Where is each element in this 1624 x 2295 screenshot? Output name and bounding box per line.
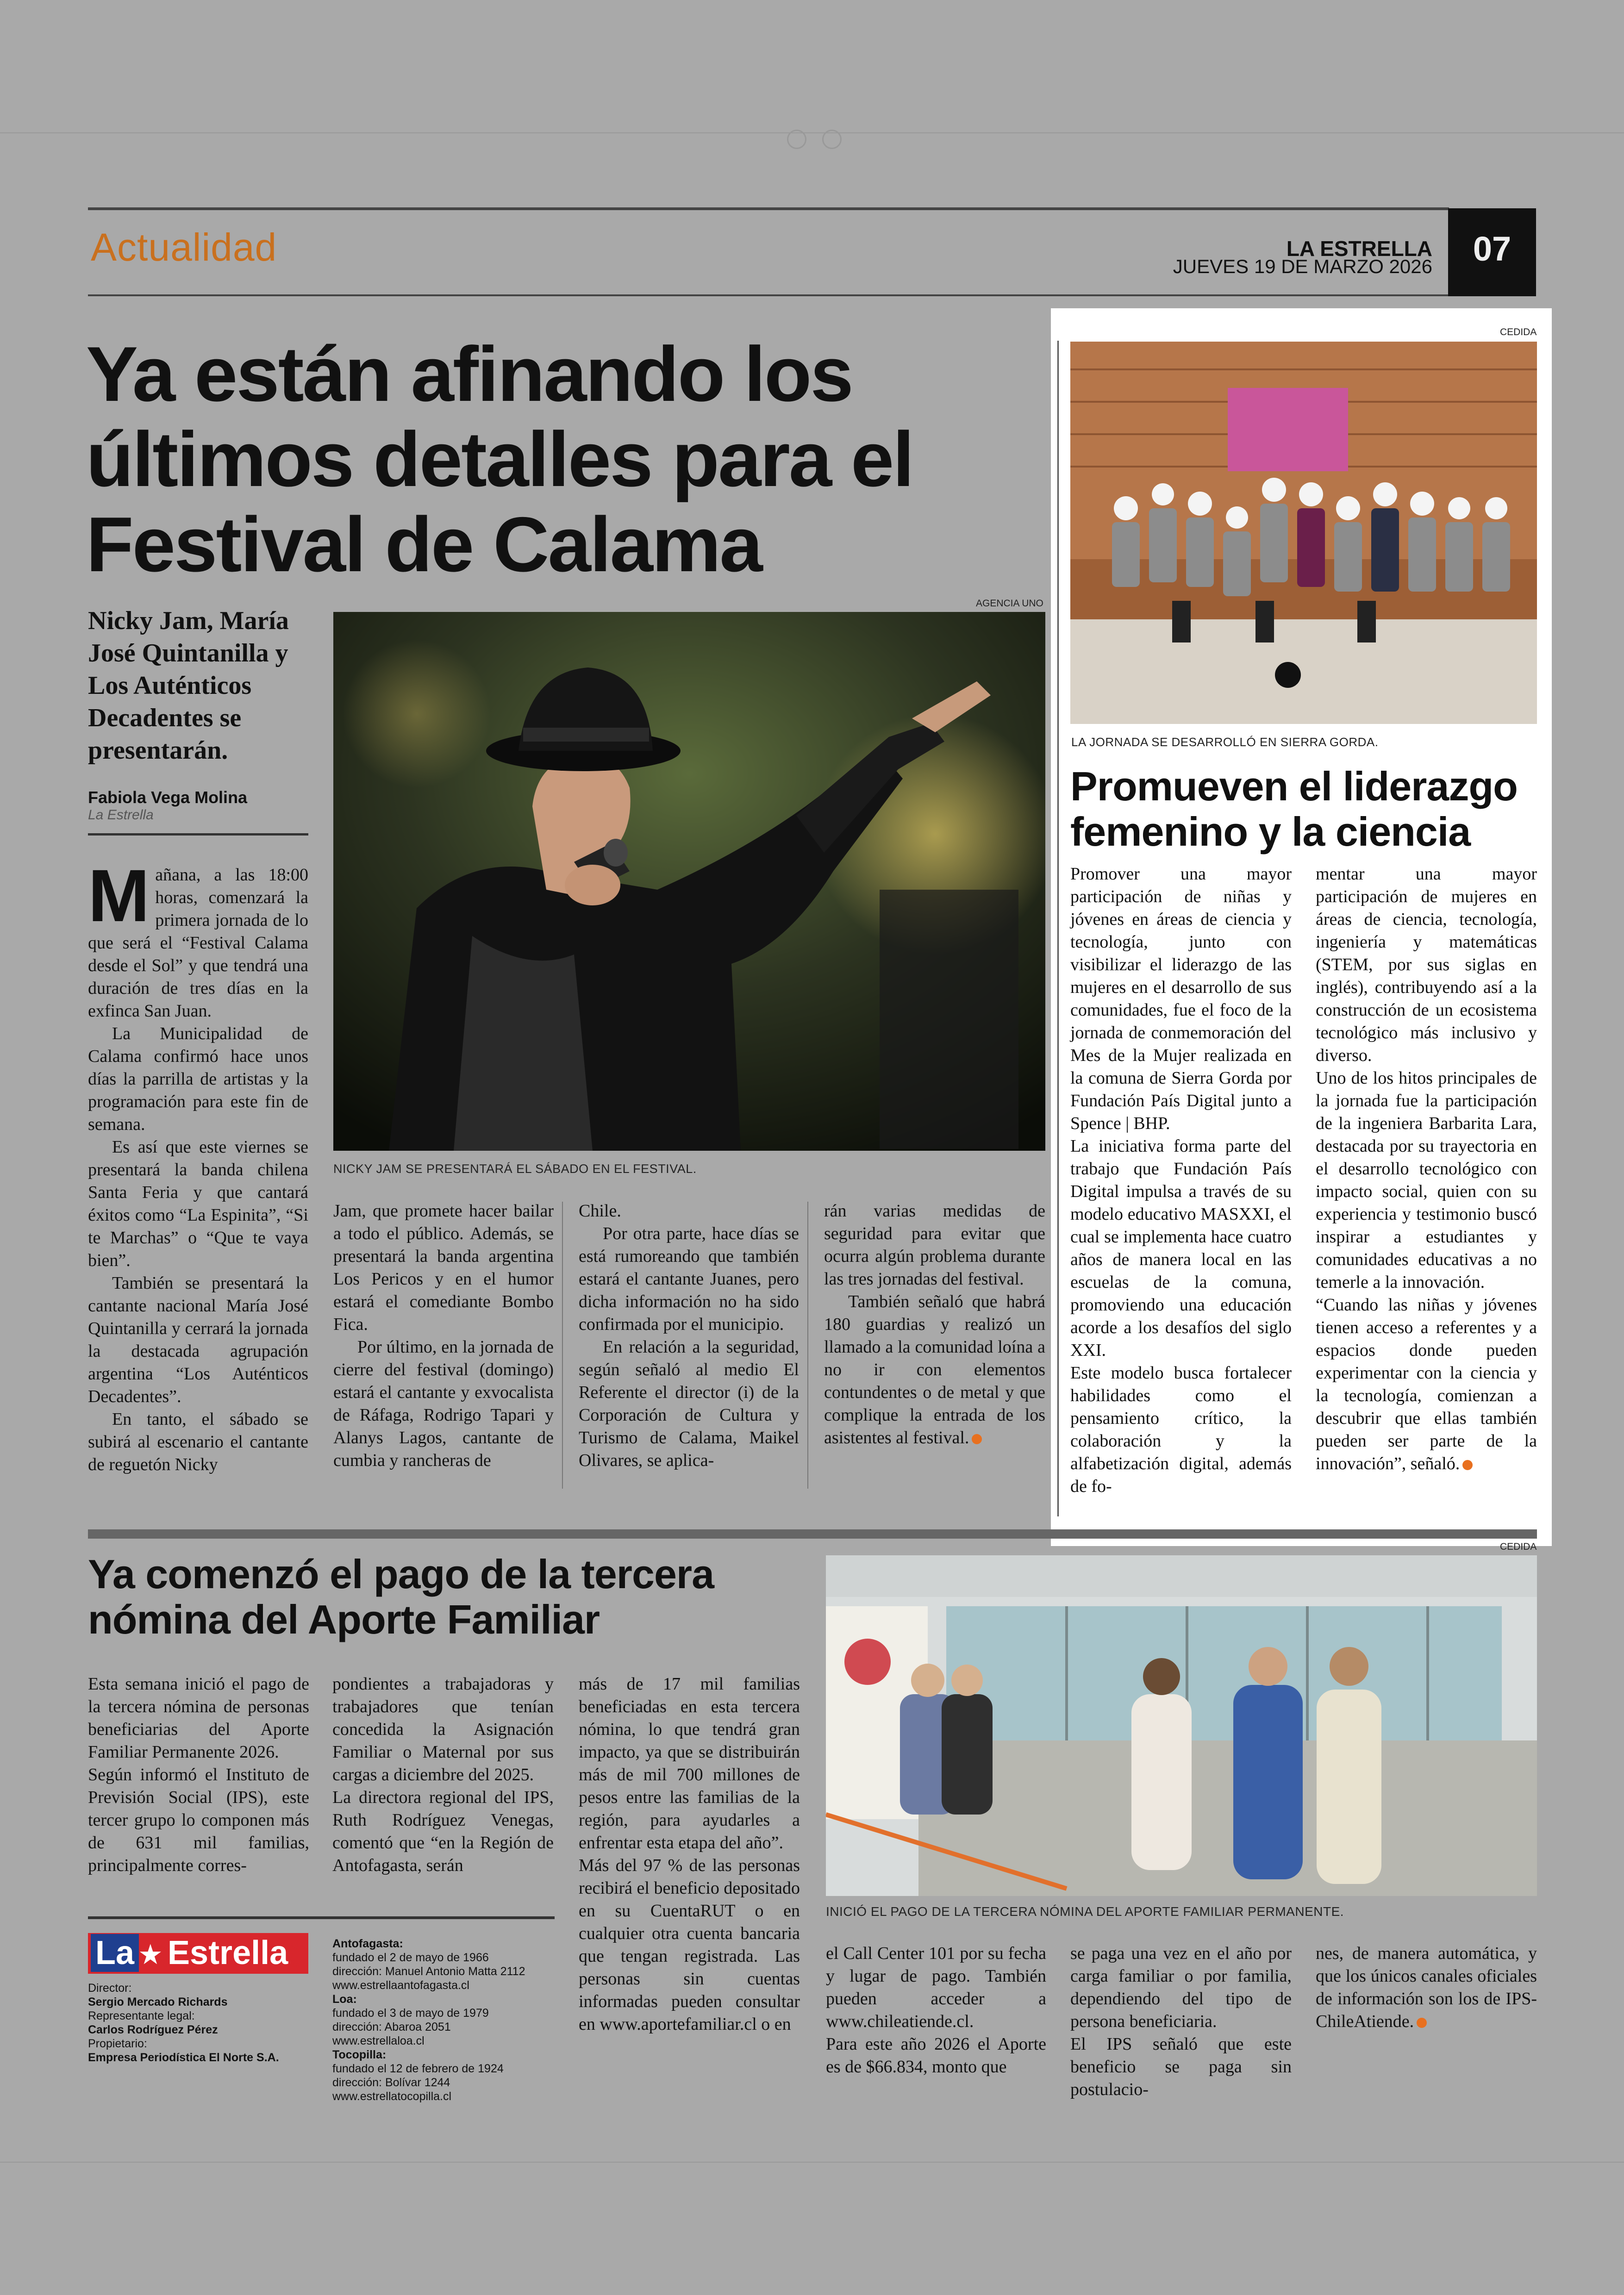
bottom-column-1 <box>88 1673 309 1877</box>
bottom-section-rule <box>88 1529 1537 1539</box>
bottom-column-5 <box>1070 1942 1292 2101</box>
sidebar-column-1 <box>1070 863 1292 1498</box>
bottom-headline <box>88 1552 714 1642</box>
ips-office-photo-art <box>826 1555 1537 1896</box>
main-col4-p1: rán varias medidas de seguridad para evitar que ocurra algún problema durante las tres jornadas del festival. <box>824 1201 1045 1289</box>
nicky-jam-photo-art <box>333 612 1045 1151</box>
bottom-col6-p1 <box>1316 1942 1537 2033</box>
bottom-photo-credit: CEDIDA <box>1500 1541 1537 1552</box>
logo-text-right: Estrella <box>168 1934 288 1971</box>
main-col3-p2: Por otra parte, hace días se está rumoreando que también estará el cantante Juanes, pero dicha información no ha sido confirmada por el municipio. <box>579 1224 799 1334</box>
main-photo <box>333 612 1045 1151</box>
bottom-headline-line-1: Ya comenzó el pago de la tercera <box>88 1551 714 1597</box>
bottom-col2-p1: pondientes a trabajadoras y trabajadores que tenían concedida la Asignación Familiar o Maternal por sus cargas a diciembre del 2025. <box>332 1674 554 1784</box>
director-name: Sergio Mercado Richards <box>88 1996 228 2008</box>
main-col1-p2: La Municipalidad de Calama confirmó hace unos días la parrilla de artistas y la programación para este fin de semana. <box>88 1024 308 1134</box>
owner-name: Empresa Periodística El Norte S.A. <box>88 2051 279 2064</box>
main-deck: Nicky Jam, María José Quintanilla y Los Auténticos Decadentes se presentarán. <box>88 606 289 765</box>
dropcap: M <box>88 854 150 937</box>
bottom-photo-caption: INICIÓ EL PAGO DE LA TERCERA NÓMINA DEL APORTE FAMILIAR PERMANENTE. <box>826 1904 1344 1919</box>
city1-web[interactable]: www.estrellaantofagasta.cl <box>332 1979 469 1992</box>
header-top-rule <box>88 207 1449 210</box>
main-column-4 <box>824 1200 1045 1449</box>
bottom-col6-text: nes, de manera automática, y que los únicos canales oficiales de información son los de IPS-ChileAtiende. <box>1316 1944 1537 2031</box>
main-col3-p1: Chile. <box>579 1201 621 1221</box>
bottom-column-3 <box>579 1673 800 2036</box>
city3-address: dirección: Bolívar 1244 <box>332 2076 450 2089</box>
sidebar-col1-p1: Promover una mayor participación de niñas y jóvenes en áreas de ciencia y tecnología, junto con visibilizar el liderazgo de las mujeres en el desarrollo de sus comunidades, fue el foco de la jornada de conmemoración del Mes de la Mujer realizada en la comuna de Sierra Gorda por Fundación País Digital junto a Spence | BHP. <box>1070 864 1292 1133</box>
sidebar-headline-line-2: femenino y la ciencia <box>1070 809 1471 854</box>
main-column-1 <box>88 854 308 1476</box>
city1-address: dirección: Manuel Antonio Matta 2112 <box>332 1965 525 1978</box>
sidebar-col1-p2: La iniciativa forma parte del trabajo que Fundación País Digital impulsa a través de su modelo educativo MASXXI, el cual se implementa hace cuatro años de manera local en las escuelas de la comuna, promoviendo una educación acorde a los desafíos del siglo XXI. <box>1070 1136 1292 1360</box>
author-name: Fabiola Vega Molina <box>88 788 248 807</box>
masthead-rule <box>88 1916 555 1919</box>
main-headline-line-2: últimos detalles para el <box>86 416 913 503</box>
bottom-col5-p2: El IPS señaló que este beneficio se paga sin postulacio- <box>1070 2034 1292 2099</box>
sidebar-column-2 <box>1316 863 1537 1475</box>
main-col2-p1: Jam, que promete hacer bailar a todo el público. Además, se presentará la banda argentina Los Pericos y en el humor estará el comediante Bombo Fica. <box>333 1201 554 1334</box>
col-sep-1 <box>562 1202 563 1489</box>
bottom-col3-p2: Más del 97 % de las personas recibirá el beneficio depositado en su CuentaRUT o en cualquier otra cuenta bancaria que tengan registrada. Las personas sin cuentas informadas pueden consultar en www.aportefamiliar.cl o en <box>579 1856 800 2034</box>
sidebar-col2-p3 <box>1316 1294 1537 1475</box>
main-column-2 <box>333 1200 554 1472</box>
sidebar-left-rule <box>1057 341 1059 1516</box>
owner-label: Propietario: <box>88 2037 147 2050</box>
main-col2-p2: Por último, en la jornada de cierre del festival (domingo) estará el cantante y exvocalista de Ráfaga, Rodrigo Tapari y Alanys Lagos, cantante de cumbia y rancheras de <box>333 1337 554 1470</box>
group-photo-art <box>1070 342 1537 724</box>
city1-founded: fundado el 2 de mayo de 1966 <box>332 1951 489 1964</box>
main-col1-p1: añana, a las 18:00 horas, comenzará la primera jornada de lo que será el “Festival Calama desde el Sol” y que tendrá una duración de tres días en la exfinca San Juan. <box>88 865 308 1021</box>
bottom-column-2 <box>332 1673 554 1877</box>
sidebar-headline <box>1070 764 1518 854</box>
sidebar-col2-p3-text: “Cuando las niñas y jóvenes tienen acceso a referentes y a espacios donde pueden experimentar con la ciencia y la tecnología, comienzan a descubrir que ellas también pueden ser parte de la innovación”, señaló. <box>1316 1295 1537 1473</box>
bottom-col1-p2: Según informó el Instituto de Previsión Social (IPS), este tercer grupo lo componen más de 631 mil familias, principalmente corres- <box>88 1765 309 1875</box>
director-label: Director: <box>88 1982 132 1995</box>
main-col3-p3: En relación a la seguridad, según señaló al medio El Referente el director (i) de la Corporación de Cultura y Turismo de Calama, Maikel Olivares, se aplica- <box>579 1337 799 1470</box>
deck-rule <box>88 833 308 836</box>
paper-name: LA ESTRELLA <box>1286 237 1432 261</box>
legal-label: Representante legal: <box>88 2009 195 2022</box>
sidebar-col1-p3: Este modelo busca fortalecer habilidades como el pensamiento crítico, la colaboración y la alfabetización digital, además de fo- <box>1070 1363 1292 1496</box>
bottom-col4-p2: Para este año 2026 el Aporte es de $66.834, monto que <box>826 2034 1046 2077</box>
bottom-headline-line-2: nómina del Aporte Familiar <box>88 1597 600 1642</box>
sidebar-col2-p2: Uno de los hitos principales de la jornada fue la participación de la ingeniera Barbarita Lara, destacada por su trayectoria en el desarrollo tecnológico con impacto social, quien con su experiencia y testimonio buscó inspirar a estudiantes y comunidades educativas a no temerle a la innovación. <box>1316 1068 1537 1292</box>
bottom-photo <box>826 1555 1537 1896</box>
top-divider <box>0 132 1624 133</box>
main-column-3 <box>579 1200 799 1472</box>
main-headline-line-3: Festival de Calama <box>86 501 762 588</box>
page-number: 07 <box>1473 230 1512 268</box>
sidebar-col2-p1: mentar una mayor participación de mujeres en áreas de ciencia, tecnología, ingeniería y matemáticas (STEM, por sus siglas en inglés), contribuyendo así a la construcción de un ecosistema tecnológico más inclusivo y diverso. <box>1316 864 1537 1065</box>
main-headline <box>86 331 913 587</box>
city3-name: Tocopilla: <box>332 2048 387 2061</box>
city2-name: Loa: <box>332 1993 357 2006</box>
masthead-staff <box>88 1981 319 2064</box>
main-photo-credit: AGENCIA UNO <box>976 598 1043 609</box>
logo-star-icon: ★ <box>138 1939 163 1971</box>
author-outlet: La Estrella <box>88 807 154 823</box>
city1-name: Antofagasta: <box>332 1937 403 1950</box>
end-mark-icon <box>972 1434 982 1444</box>
legal-name: Carlos Rodríguez Pérez <box>88 2023 218 2036</box>
header-bottom-rule <box>88 294 1449 296</box>
bottom-col1-p1: Esta semana inició el pago de la tercera nómina de personas beneficiarias del Aporte Familiar Permanente 2026. <box>88 1674 309 1762</box>
issue-date: JUEVES 19 DE MARZO 2026 <box>1173 256 1432 277</box>
main-col1-p3: Es así que este viernes se presentará la banda chilena Santa Feria y que cantará éxitos como “La Espinita”, “Si te Marchas” o “Que te vaya bien”. <box>88 1137 308 1270</box>
sidebar-photo <box>1070 342 1537 724</box>
main-headline-line-1: Ya están afinando los <box>86 331 852 418</box>
sidebar-headline-line-1: Promueven el liderazgo <box>1070 763 1518 809</box>
main-photo-caption: NICKY JAM SE PRESENTARÁ EL SÁBADO EN EL FESTIVAL. <box>333 1162 697 1176</box>
sidebar-photo-credit: CEDIDA <box>1500 327 1537 337</box>
main-col4-p2 <box>824 1291 1045 1449</box>
city3-founded: fundado el 12 de febrero de 1924 <box>332 2062 504 2075</box>
end-mark-icon <box>1417 2018 1427 2028</box>
logo-text-left: La <box>91 1934 139 1972</box>
bottom-page-divider <box>0 2162 1624 2163</box>
bottom-col4-p1: el Call Center 101 por su fecha y lugar de pago. También pueden acceder a www.chileatiende.cl. <box>826 1944 1046 2031</box>
end-mark-icon <box>1462 1460 1473 1470</box>
main-col1-p5: En tanto, el sábado se subirá al escenario el cantante de reguetón Nicky <box>88 1409 308 1474</box>
city3-web[interactable]: www.estrellatocopilla.cl <box>332 2090 452 2103</box>
main-col1-p4: También se presentará la cantante nacional María José Quintanilla y cerrará la jornada la destacada agrupación argentina “Los Auténticos Decadentes”. <box>88 1273 308 1406</box>
city2-founded: fundado el 3 de mayo de 1979 <box>332 2007 489 2020</box>
masthead-editions <box>332 1937 564 2103</box>
bottom-col2-p2: La directora regional del IPS, Ruth Rodríguez Venegas, comentó que “en la Región de Antofagasta, serán <box>332 1788 554 1875</box>
col-sep-2 <box>807 1202 808 1489</box>
city2-web[interactable]: www.estrellaloa.cl <box>332 2034 425 2047</box>
main-col4-p2-text: También señaló que habrá 180 guardias y realizó un llamado a la comunidad loína a no ir con elementos contundentes o de metal y que complique la entrada de los asistentes al festival. <box>824 1292 1045 1447</box>
bottom-col3-p1: más de 17 mil familias beneficiadas en esta tercera nómina, lo que tendrá gran impacto, ya que se distribuirán más de mil 700 millones de pesos entre las familias de la región, para ayudarles a enfrentar esta etapa del año”. <box>579 1674 800 1852</box>
bottom-column-4 <box>826 1942 1046 2078</box>
bottom-column-6 <box>1316 1942 1537 2033</box>
city2-address: dirección: Abaroa 2051 <box>332 2021 451 2033</box>
sidebar-photo-caption: LA JORNADA SE DESARROLLÓ EN SIERRA GORDA. <box>1071 735 1379 749</box>
section-label: Actualidad <box>91 225 277 269</box>
bottom-col5-p1: se paga una vez en el año por carga familiar o por familia, dependiendo del tipo de persona beneficiaria. <box>1070 1944 1292 2031</box>
